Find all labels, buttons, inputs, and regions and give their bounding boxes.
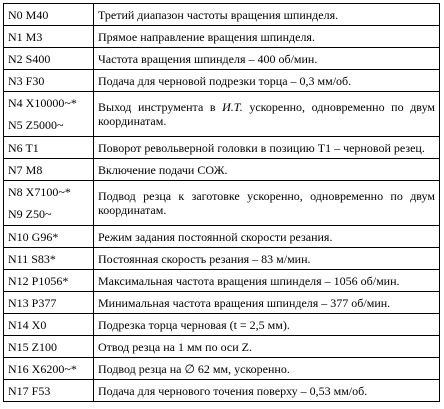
- block-description: Частота вращения шпинделя – 400 об/мин.: [94, 48, 440, 70]
- description-text: Выход инструмента в: [98, 100, 223, 114]
- block-description: Третий диапазон частоты вращения шпинделя.: [94, 4, 440, 26]
- block-description: Подача для чернового точения поверху – 0,53 мм/об.: [94, 380, 440, 402]
- block-description: Подача для черновой подрезки торца – 0,3 мм/об.: [94, 70, 440, 92]
- block-code: N4 X10000~*: [4, 92, 94, 115]
- table-row: [4, 270, 440, 292]
- block-code: N16 X6200~*: [4, 358, 94, 380]
- block-description: Максимальная частота вращения шпинделя – 1056 об/мин.: [94, 270, 440, 292]
- block-code: N6 T1: [4, 137, 94, 159]
- block-description: Минимальная частота вращения шпинделя – 377 об/мин.: [94, 292, 440, 314]
- table-row: [4, 336, 440, 358]
- block-code: N7 M8: [4, 159, 94, 181]
- table-row: [4, 314, 440, 336]
- table-row: [4, 48, 440, 70]
- block-code: N15 Z100: [4, 336, 94, 358]
- block-code: N17 F53: [4, 380, 94, 402]
- block-description: Отвод резца на 1 мм по оси Z.: [94, 336, 440, 358]
- description-emphasis: И.Т.: [222, 100, 243, 114]
- block-description: Постоянная скорость резания – 83 м/мин.: [94, 248, 440, 270]
- block-code: N9 Z50~: [4, 203, 94, 226]
- block-code: N14 X0: [4, 314, 94, 336]
- block-code: N10 G96*: [4, 226, 94, 248]
- block-code: N12 P1056*: [4, 270, 94, 292]
- block-code: N1 M3: [4, 26, 94, 48]
- table-row: [4, 26, 440, 48]
- table-row: [4, 226, 440, 248]
- block-code: N8 X7100~*: [4, 181, 94, 204]
- block-description: Прямое направление вращения шпинделя.: [94, 26, 440, 48]
- block-code: N2 S400: [4, 48, 94, 70]
- block-description: Подрезка торца черновая (t = 2,5 мм).: [94, 314, 440, 336]
- table-row: [4, 92, 440, 115]
- table-row: [4, 292, 440, 314]
- table-row: [4, 4, 440, 26]
- block-description: Подвод резца на ∅ 62 мм, ускоренно.: [94, 358, 440, 380]
- block-code: N0 M40: [4, 4, 94, 26]
- program-table: [3, 3, 440, 402]
- block-code: N13 P377: [4, 292, 94, 314]
- block-code: N11 S83*: [4, 248, 94, 270]
- table-row: [4, 358, 440, 380]
- block-description: Подвод резца к заготовке ускоренно, одновременно по двум координатам.: [94, 181, 440, 226]
- table-row: [4, 70, 440, 92]
- table-row: [4, 248, 440, 270]
- table-row: [4, 137, 440, 159]
- block-description: [94, 92, 440, 137]
- block-description: Поворот револьверной головки в позицию T1 – черновой резец.: [94, 137, 440, 159]
- description-text: ускоренно, одновременно по двум координатам.: [98, 100, 436, 128]
- block-description: Режим задания постоянной скорости резания.: [94, 226, 440, 248]
- block-code: N3 F30: [4, 70, 94, 92]
- block-description: Включение подачи СОЖ.: [94, 159, 440, 181]
- block-code: N5 Z5000~: [4, 114, 94, 137]
- table-row: [4, 181, 440, 204]
- table-row: [4, 380, 440, 402]
- table-row: [4, 159, 440, 181]
